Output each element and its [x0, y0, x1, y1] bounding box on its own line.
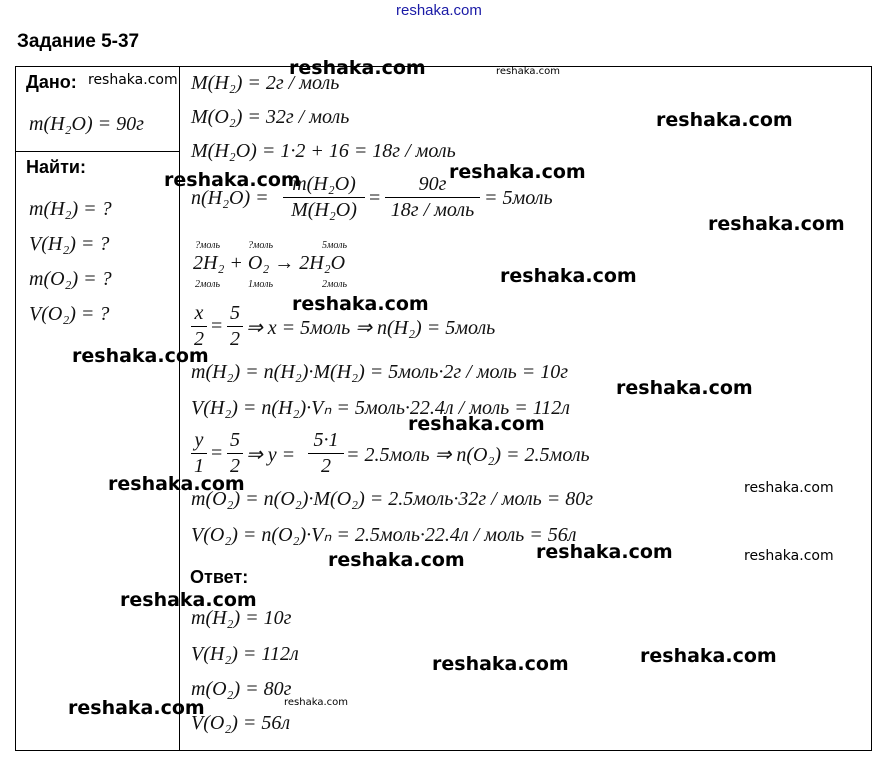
- equals-sign: =: [211, 442, 223, 464]
- molar-mass-h2: M(H₂) = 2г / моль: [191, 72, 340, 94]
- frac-den: 2: [194, 328, 204, 350]
- answer-volume-o2: V(O₂) = 56л: [191, 712, 291, 734]
- moles-water-lhs: n(H₂O) =: [191, 187, 269, 209]
- fraction-bar: [227, 453, 243, 454]
- frac-num: 5: [230, 429, 240, 451]
- watermark: reshaka.com: [616, 377, 753, 399]
- frac-den: 2: [230, 328, 240, 350]
- watermark: reshaka.com: [500, 265, 637, 287]
- frac-num: x: [194, 302, 204, 324]
- proportion-o2-frac3: [308, 429, 344, 478]
- proportion-h2-frac1: [191, 302, 207, 351]
- given-divider: [15, 151, 180, 152]
- watermark: reshaka.com: [88, 72, 178, 88]
- watermark: reshaka.com: [656, 109, 793, 131]
- frac-num: 90г: [418, 173, 447, 195]
- watermark: reshaka.com: [640, 645, 777, 667]
- watermark: reshaka.com: [744, 480, 834, 496]
- frac-num: m(H₂O): [292, 173, 356, 195]
- given-label: Дано:: [26, 72, 77, 92]
- watermark: reshaka.com: [432, 653, 569, 675]
- fraction-bar: [191, 453, 207, 454]
- fraction-bar: [385, 197, 480, 198]
- find-label: Найти:: [26, 157, 86, 177]
- fraction-bar: [283, 197, 365, 198]
- frac-den: 18г / моль: [390, 199, 475, 221]
- watermark: reshaka.com: [449, 161, 586, 183]
- reaction-bottom-o2: 1моль: [248, 279, 274, 290]
- equals-sign: =: [369, 187, 381, 209]
- watermark: reshaka.com: [744, 548, 834, 564]
- frac-den: 1: [194, 455, 204, 477]
- find-mass-o2: m(O₂) = ?: [29, 268, 112, 290]
- task-title: Задание 5-37: [17, 31, 140, 52]
- answer-label: Ответ:: [190, 567, 249, 587]
- proportion-h2-result: ⇒ x = 5моль ⇒ n(H₂) = 5моль: [246, 317, 496, 339]
- proportion-o2-frac1: [191, 429, 207, 478]
- watermark: reshaka.com: [72, 345, 209, 367]
- frac-den: 2: [230, 455, 240, 477]
- reaction-top-h2o: 5моль: [322, 240, 348, 251]
- reaction-top-h2: ?моль: [195, 240, 221, 251]
- reaction-top-o2: ?моль: [248, 240, 274, 251]
- frac-den: M(H₂O): [291, 199, 357, 221]
- given-mass-water: m(H₂O) = 90г: [29, 113, 144, 135]
- proportion-o2-result: = 2.5моль ⇒ n(O₂) = 2.5моль: [346, 444, 590, 466]
- watermark: reshaka.com: [289, 57, 426, 79]
- watermark: reshaka.com: [284, 697, 348, 708]
- find-mass-h2: m(H₂) = ?: [29, 198, 112, 220]
- reaction-bottom-h2: 2моль: [195, 279, 221, 290]
- proportion-o2-frac2: [227, 429, 243, 478]
- watermark: reshaka.com: [408, 413, 545, 435]
- watermark: reshaka.com: [164, 169, 301, 191]
- frac-den: 2: [321, 455, 331, 477]
- proportion-h2-frac2: [227, 302, 243, 351]
- watermark: reshaka.com: [496, 66, 560, 77]
- fraction-bar: [227, 326, 243, 327]
- frac-num: 5·1: [313, 429, 339, 451]
- mass-o2-calc: m(O₂) = n(O₂)·M(O₂) = 2.5моль·32г / моль = 80г: [191, 488, 594, 510]
- fraction-bar: [308, 453, 344, 454]
- watermark: reshaka.com: [292, 293, 429, 315]
- find-volume-o2: V(O₂) = ?: [29, 303, 110, 325]
- watermark: reshaka.com: [68, 697, 205, 719]
- proportion-o2-implies: ⇒ y =: [246, 444, 296, 466]
- answer-volume-h2: V(H₂) = 112л: [191, 643, 299, 665]
- equals-sign: =: [211, 315, 223, 337]
- answer-mass-o2: m(O₂) = 80г: [191, 678, 292, 700]
- molar-mass-h2o: M(H₂O) = 1·2 + 16 = 18г / моль: [191, 140, 456, 162]
- watermark: reshaka.com: [120, 589, 257, 611]
- moles-water-result: = 5моль: [484, 187, 553, 209]
- watermark: reshaka.com: [328, 549, 465, 571]
- frac-num: y: [194, 429, 204, 451]
- watermark: reshaka.com: [108, 473, 245, 495]
- answer-mass-h2: m(H₂) = 10г: [191, 607, 292, 629]
- watermark: reshaka.com: [536, 541, 673, 563]
- reaction-equation: 2H₂ + O₂ → 2H₂O: [193, 252, 346, 274]
- watermark: reshaka.com: [708, 213, 845, 235]
- fraction-bar: [191, 326, 207, 327]
- mass-h2-calc: m(H₂) = n(H₂)·M(H₂) = 5моль·2г / моль = 10г: [191, 361, 569, 383]
- volume-h2-calc: V(H₂) = n(H₂)·Vₙ = 5моль·22.4л / моль = 112л: [191, 397, 571, 419]
- reaction-bottom-h2o: 2моль: [322, 279, 348, 290]
- volume-o2-calc: V(O₂) = n(O₂)·Vₙ = 2.5моль·22.4л / моль = 56л: [191, 524, 577, 546]
- frac-num: 5: [230, 302, 240, 324]
- find-volume-h2: V(H₂) = ?: [29, 233, 110, 255]
- site-link[interactable]: reshaka.com: [396, 2, 482, 19]
- molar-mass-o2: M(O₂) = 32г / моль: [191, 106, 350, 128]
